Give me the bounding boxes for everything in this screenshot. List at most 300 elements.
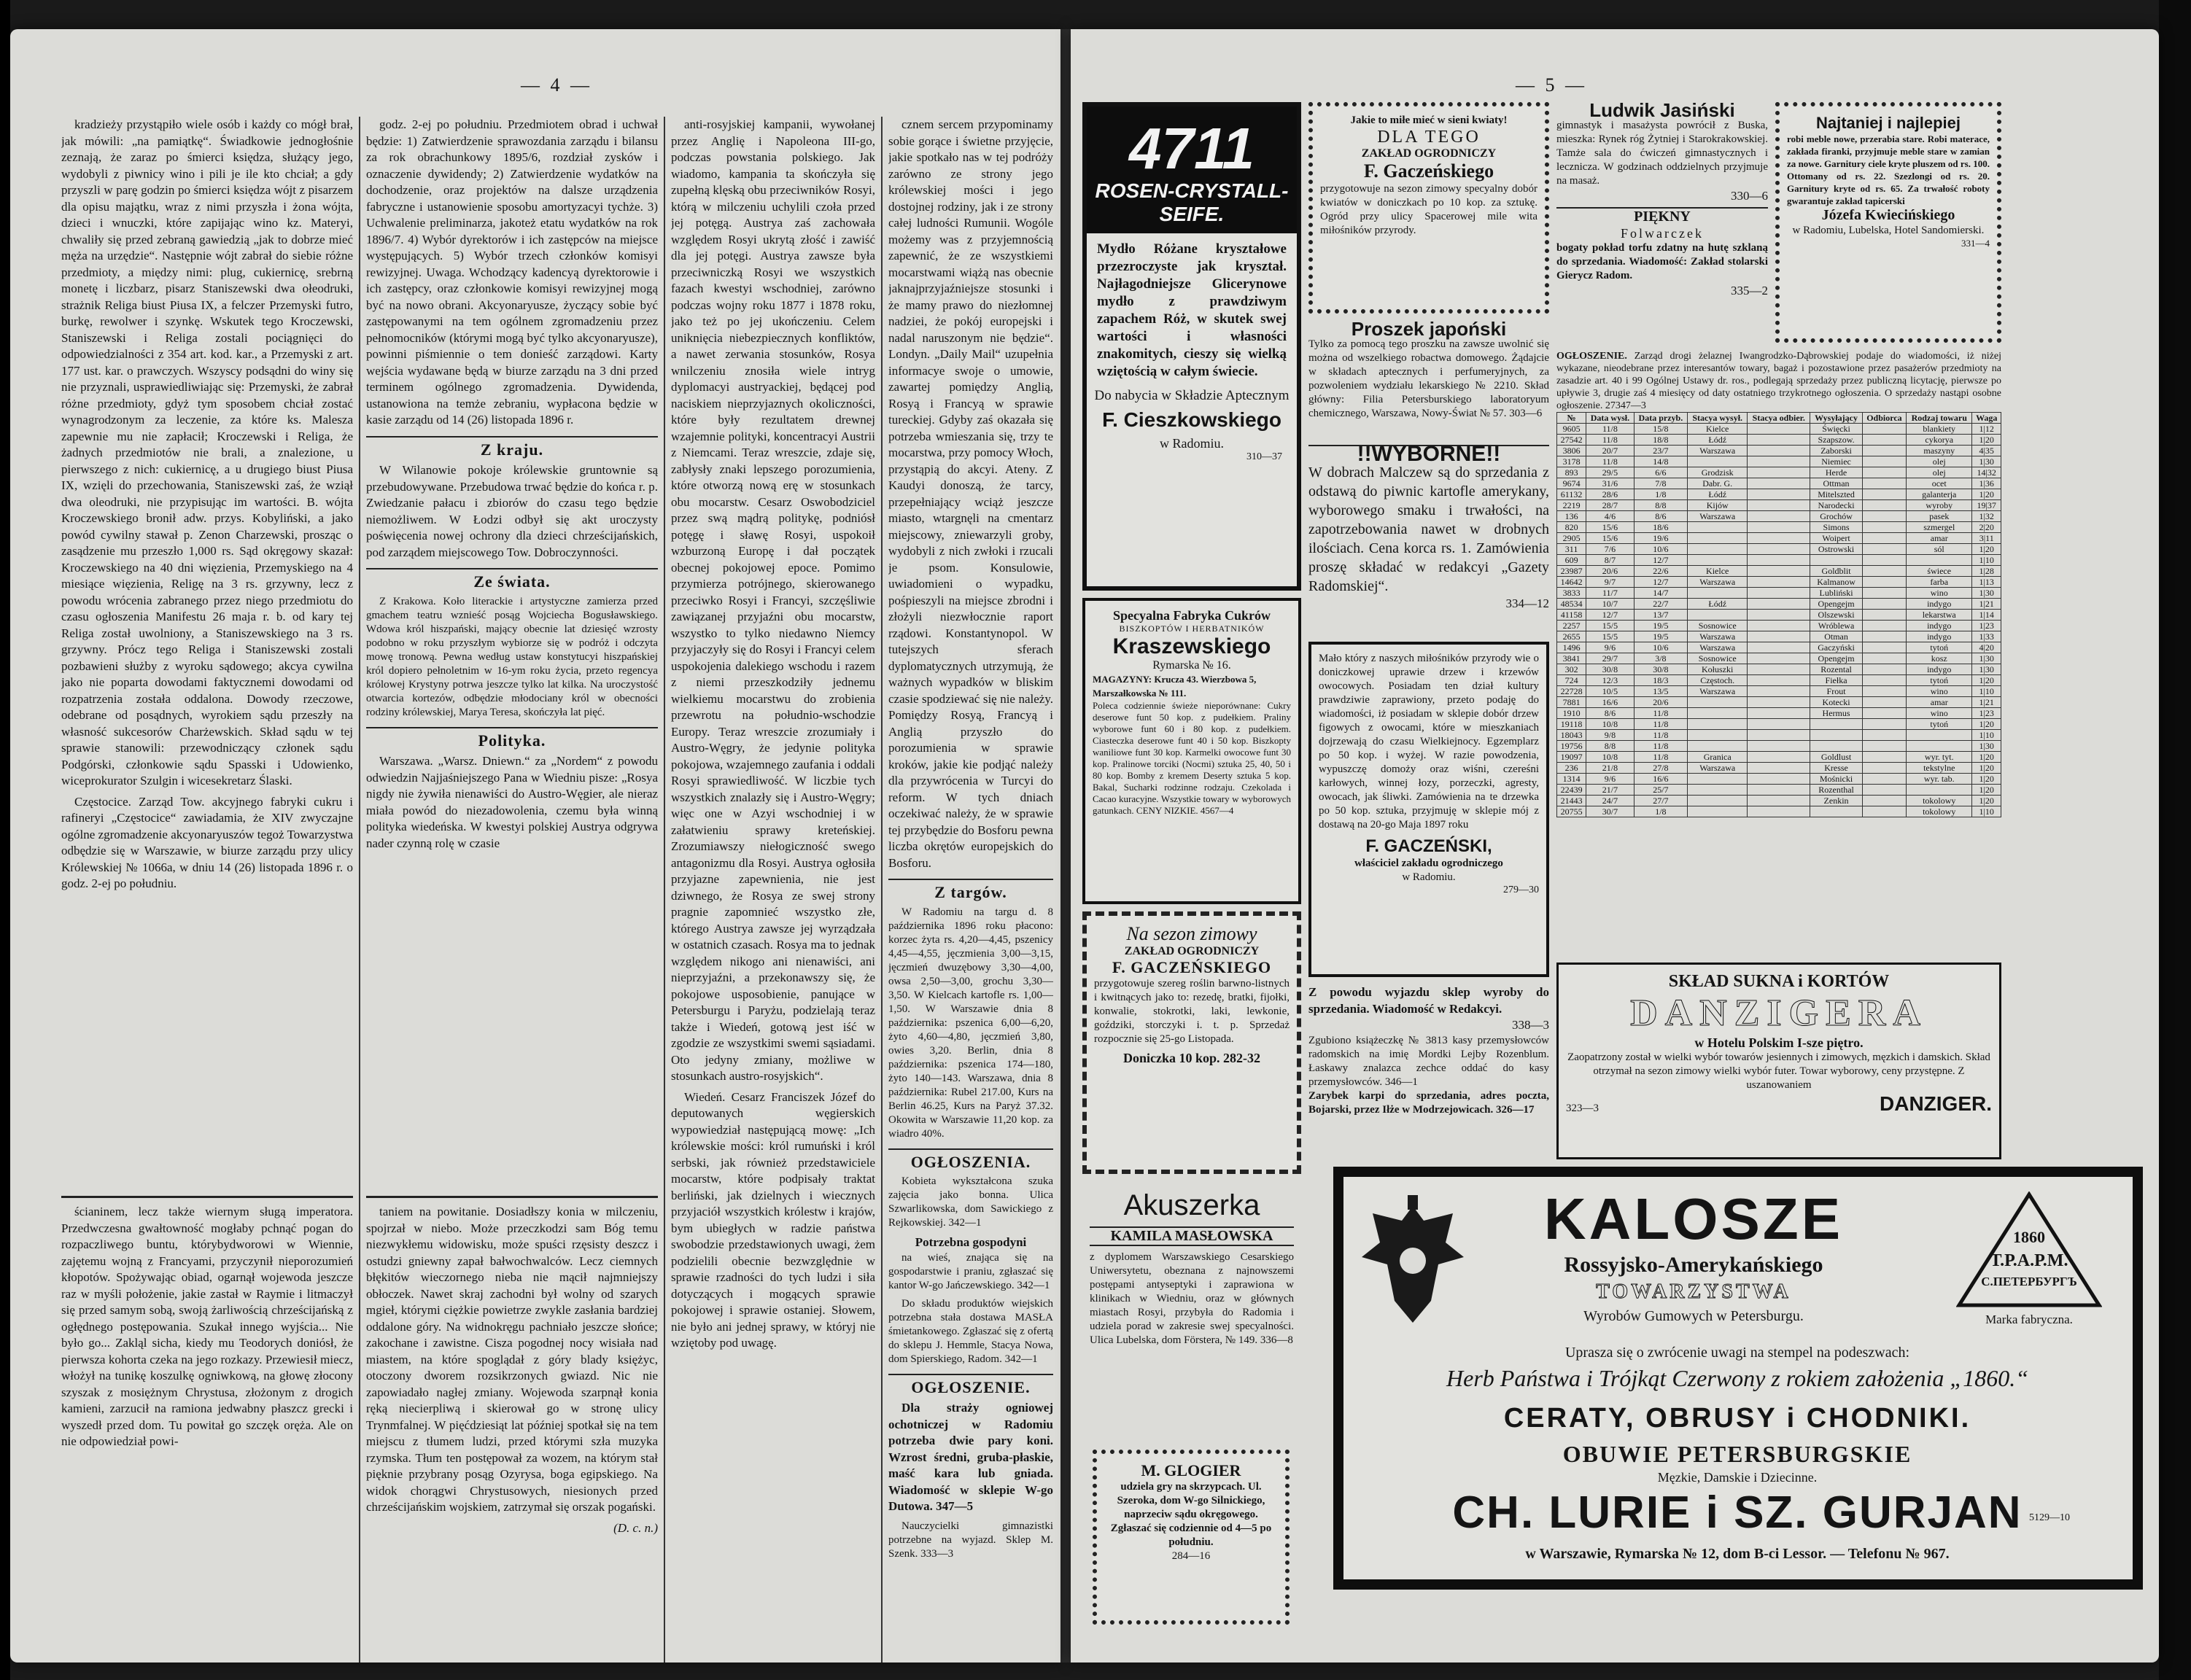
table-cell: 1|21 xyxy=(1972,599,2001,610)
newspaper-page-5 xyxy=(1071,29,2159,1662)
ad-carp: Zarybek karpi do sprzedania, adres poczta, Bojarski, przez Iłże w Modrzejowicach. 326—17 xyxy=(1308,1089,1549,1116)
ad-kwiecinski-body: robi meble nowe, przerabia stare. Robi materace, zakłada firanki, przyjmuje meble stare w zamian za nowe. Garnitury ciele kryte pluszem od rs. 100. Ottomany od rs. 22. Szezlongi od rs. 20. Garnitury kryte od rs. 65. Za trwałość roboty gwarantuje zakład tapicerski xyxy=(1787,133,1990,206)
table-cell xyxy=(1748,566,1810,577)
table-row xyxy=(1557,478,2001,489)
table-cell: Herde xyxy=(1810,467,1863,478)
table-cell xyxy=(1748,599,1810,610)
column-1-feuilleton xyxy=(61,1196,353,1662)
table-cell: lekarstwa xyxy=(1907,610,1972,621)
table-cell xyxy=(1748,489,1810,500)
table-cell: Rozental xyxy=(1810,664,1863,675)
table-cell: maszyny xyxy=(1907,446,1972,456)
table-cell: 14|32 xyxy=(1972,467,2001,478)
table-row xyxy=(1557,446,2001,456)
table-cell: 11/8 xyxy=(1634,752,1687,763)
ad-glogier-title: M. GLOGIER xyxy=(1141,1461,1241,1479)
table-cell xyxy=(1688,785,1748,796)
table-cell: 16/6 xyxy=(1634,774,1687,785)
table-cell xyxy=(1862,522,1906,533)
table-row xyxy=(1557,741,2001,752)
section-targi: W Radomiu na targu d. 8 października 1896 roku płacono: korzec żyta rs. 4,20—4,45, pszenicy 4,45—4,55, jęczmienia 3,00—3,15, jęczmień dwuzębowy 3,30—4,00, owsa 2,50—3,00, grochu 3,30—3,50. W Kielcach kartofle rs. 1,00—1,50. W Warszawie dnia 8 października: pszenica 6,00—6,20, żyto 4,60—4,80, jęczmień 3,80, owies 3,20. Berlin, dnia 8 października: pszenica 174—180, żyto 140—143. Warszawa, dnia 8 października: Rubel 217.00, Kurs na Berlin 46.25, Kurs na Paryż 37.32. Okowita w Warszawie 11,20 kop. za wiadro 40%. xyxy=(888,906,1053,1140)
ad-kraszewski-sugar-factory xyxy=(1082,598,1301,904)
table-cell: 18/3 xyxy=(1634,675,1687,686)
table-cell xyxy=(1862,511,1906,522)
table-cell xyxy=(1862,478,1906,489)
table-cell: Kalmanow xyxy=(1810,577,1863,588)
table-cell: 23/7 xyxy=(1634,446,1687,456)
table-cell: Opengejm xyxy=(1810,653,1863,664)
table-cell: 21/8 xyxy=(1586,763,1634,774)
table-cell: 1|20 xyxy=(1972,785,2001,796)
table-cell: Kołuszki xyxy=(1688,664,1748,675)
table-cell: Łódź xyxy=(1688,435,1748,446)
table-cell xyxy=(1688,544,1748,555)
ad-nauczycielki: Nauczycielki gimnazistki potrzebne na wyjazd. Sklep M. Szenk. 333—3 xyxy=(888,1520,1053,1560)
table-cell: 10/8 xyxy=(1586,719,1634,730)
table-row xyxy=(1557,544,2001,555)
ad-potatoes-title: !!WYBORNE!! xyxy=(1357,445,1501,466)
table-cell: 15/6 xyxy=(1586,522,1634,533)
ad-jasinski-code: 330—6 xyxy=(1731,188,1768,203)
feuilleton-part-1: ścianinem, lecz także wiernym sługą imperatora. Przedwczesna gwałtowność mogłaby pchnąć pogan do rozpaczliwego buntu, którybydworowi w Wiennie, zajętemu wojną z Francyami, przyczynił nieporozumień kłopotów. Spożywając obiad, ogarnął wojewoda jeszcze raz w myśli położenie, jakie zastał w Raymie i litmaczył się przed samym sobą, swoją żarliwością chrześcijańską z ogłędnego postępowania. Szukał innego wyjścia... Nie było go... Zakląl sicha, kiedy mu Teodorych doniósł, że pierwsza kohorta czeka na jego rozkazy. Przewiesił miecz, włożył na tunikę koszulkę ogniwkową, na głowę złocony szyszak z mosiężnym Chrystusa, złożonym z drogich kamieni, zarzucił na ramiona jedwabny płaszcz grecki i wyszedł przed dom. Tu powitał go szczęk oręża. Ale on nie odpowiedział powi- xyxy=(61,1205,353,1448)
ad-folwark-code: 335—2 xyxy=(1731,284,1768,298)
table-header-cell: Wysyłający xyxy=(1810,413,1863,424)
table-cell xyxy=(1810,741,1863,752)
ad-japanese-powder xyxy=(1308,321,1549,438)
table-cell xyxy=(1810,806,1863,817)
ad-kalosze-title: KALOSZE xyxy=(1543,1186,1844,1251)
ad-gospodyni: na wieś, znająca się na gospodarstwie i praniu, zgłaszać się kantor W-go Jańczewskiego. 342—1 xyxy=(888,1251,1053,1291)
ad-folwark-body: bogaty pokład torfu zdatny na hutę szklaną do sprzedania. Wiadomość: Zakład stolarski Gierycz Radom. xyxy=(1556,242,1768,281)
table-cell: Grochów xyxy=(1810,511,1863,522)
table-cell xyxy=(1862,664,1906,675)
table-cell: 7/6 xyxy=(1586,544,1634,555)
ad-kalosze-notice: Uprasza się o zwrócenie uwagi na stempel na podeszwach: xyxy=(1564,1345,1910,1361)
ad-kwiecinski-addr: w Radomiu, Lubelska, Hotel Sandomierski. xyxy=(1792,225,1985,236)
trademark-city: С.ПЕТЕРБУРГЪ xyxy=(1981,1275,2077,1288)
feuilleton-continued: (D. c. n.) xyxy=(613,1520,658,1535)
ad-4711-banner xyxy=(1087,106,1297,233)
table-cell: 1|28 xyxy=(1972,566,2001,577)
table-cell: 9/7 xyxy=(1586,577,1634,588)
table-cell: 8/6 xyxy=(1586,708,1634,719)
table-cell: 311 xyxy=(1557,544,1586,555)
table-cell: 1|14 xyxy=(1972,610,2001,621)
ad-4711-name: ROSEN-CRYSTALL-SEIFE. xyxy=(1095,179,1289,225)
table-cell: 20/6 xyxy=(1586,566,1634,577)
table-cell xyxy=(1688,774,1748,785)
table-cell: 820 xyxy=(1557,522,1586,533)
table-cell: 7/8 xyxy=(1634,478,1687,489)
table-cell: Narodecki xyxy=(1810,500,1863,511)
table-cell xyxy=(1748,796,1810,806)
table-cell: 12/7 xyxy=(1586,610,1634,621)
table-row xyxy=(1557,555,2001,566)
table-cell: Mośnicki xyxy=(1810,774,1863,785)
table-cell xyxy=(1748,719,1810,730)
table-cell: 24/7 xyxy=(1586,796,1634,806)
table-cell: 1/8 xyxy=(1634,806,1687,817)
table-cell: 3806 xyxy=(1557,446,1586,456)
table-cell: 22728 xyxy=(1557,686,1586,697)
table-cell: 12/7 xyxy=(1634,577,1687,588)
table-cell xyxy=(1688,588,1748,599)
table-cell: tokolowy xyxy=(1907,806,1972,817)
ad-kalosze-l7: Męzkie, Damskie i Dziecinne. xyxy=(1657,1470,1818,1485)
table-row xyxy=(1557,610,2001,621)
table-cell: pasek xyxy=(1907,511,1972,522)
table-cell: tokolowy xyxy=(1907,796,1972,806)
table-cell: Kotecki xyxy=(1810,697,1863,708)
table-cell xyxy=(1862,686,1906,697)
table-cell: 19756 xyxy=(1557,741,1586,752)
table-cell: 18043 xyxy=(1557,730,1586,741)
table-cell: 4|20 xyxy=(1972,642,2001,653)
table-row xyxy=(1557,467,2001,478)
ad-japanese-title: Proszek japoński xyxy=(1351,321,1507,340)
article-telegrams: cznem sercem przypominamy sobie gorące i świetne przyjęcie, jakie spotkało nas w tej podróży zarówno ze strony jego królewskiej mości i jego dostojnej rodziny, jak i ze strony całej ludności Rumunii. Wogóle możemy was z przyjemnością zapewnić, że ze wszystkiemi mocarstwami wiążą nas obecnie jaknajprzyjaźniejsze stosunki i że mamy prawo do niezłomnej nadziei, że pokój europejski i nadal naruszonym nie będzie“. Londyn. „Daily Mail“ uzupełnia informacye swoje o umowie, zawartej pomiędzy Anglią, Rosyą i Francyą w sprawie tureckiej. Gdyby zaś okazała się potrzeba wmieszania się, trzy te mocarstwa, przy pomocy Włoch, przystąpią do akcyi. Ateny. Z Kaudyi donoszą, że tarcy, przepełniający wciąż jeszcze miasto, wtargnęli na cmentarz miejscowy, zniewarzyli groby, wydobyli z nich zwłoki i rzucali je psom. Konsulowie, uwiadomieni o wypadku, pośpieszyli na miejsce zbrodni i złożyli niezwłocznie raport rządowi. Konstantynopol. W tutejszych sferach dyplomatycznych utrzymują, że ważnych wypadków w bliskim czasie spodziewać się nie należy. Pomiędzy Rosyą, Francyą i Anglią przyszło do porozumienia w sprawie kroków, jakie kie podjąć należy dla przywrócenia w Turcyi do reform. W tych dniach oczekiwać należy, że w sprawie tej przybędzie do Bosforu pewna liczba okrętów europejskich do Bosforu. xyxy=(888,117,1053,870)
table-cell xyxy=(1688,555,1748,566)
table-row xyxy=(1557,774,2001,785)
table-row xyxy=(1557,566,2001,577)
table-cell: Zenkin xyxy=(1810,796,1863,806)
table-cell xyxy=(1748,631,1810,642)
table-cell xyxy=(1862,719,1906,730)
table-cell: 15/6 xyxy=(1586,533,1634,544)
table-cell: 2257 xyxy=(1557,621,1586,631)
table-cell: 21/7 xyxy=(1586,785,1634,796)
table-row xyxy=(1557,785,2001,796)
ad-folwark-title: PIĘKNY xyxy=(1556,207,1768,225)
table-cell xyxy=(1862,566,1906,577)
table-cell xyxy=(1748,806,1810,817)
table-cell xyxy=(1748,653,1810,664)
ad-departure: Z powodu wyjazdu sklep wyroby do sprzedania. Wiadomość w Redakcyi. xyxy=(1308,985,1549,1016)
table-cell: 1|12 xyxy=(1972,424,2001,435)
table-cell: amar xyxy=(1907,533,1972,544)
ad-kalosze-galoshes xyxy=(1333,1167,2143,1590)
table-cell: 236 xyxy=(1557,763,1586,774)
ad-ogloszenie-title: OGŁOSZENIE. xyxy=(888,1374,1053,1396)
ad-kalosze-l6: OBUWIE PETERSBURGSKIE xyxy=(1562,1441,1912,1467)
table-header-row xyxy=(1557,413,2001,424)
table-cell: 19118 xyxy=(1557,719,1586,730)
table-cell: Hermus xyxy=(1810,708,1863,719)
table-cell xyxy=(1748,522,1810,533)
table-cell xyxy=(1810,730,1863,741)
ad-lost-book: Zgubiono książeczkę № 3813 kasy przemysłowców radomskich na imię Mordki Lejby Rozenblum. Łaskawy znalazca zechce oddać do kasy przemysłowców. 346—1 xyxy=(1308,1034,1549,1088)
table-cell xyxy=(1862,489,1906,500)
ad-railway-title: OGŁOSZENIE. xyxy=(1556,351,1627,362)
table-cell xyxy=(1748,785,1810,796)
table-row xyxy=(1557,500,2001,511)
ad-jasinski-name: Ludwik Jasiński xyxy=(1589,102,1735,121)
triangle-trademark-icon xyxy=(1956,1191,2102,1337)
table-cell: 20755 xyxy=(1557,806,1586,817)
ad-4711-seller: F. Cieszkowskiego xyxy=(1102,408,1281,431)
table-cell: sól xyxy=(1907,544,1972,555)
table-header-cell: Stacya odbier. xyxy=(1748,413,1810,424)
table-cell: 12/7 xyxy=(1634,555,1687,566)
ad-fig-name: F. GACZEŃSKI, xyxy=(1365,836,1492,856)
table-cell: Goldblit xyxy=(1810,566,1863,577)
table-cell xyxy=(1862,467,1906,478)
ad-midwife-title: Akuszerka xyxy=(1123,1189,1260,1221)
column-2-feuilleton xyxy=(366,1196,658,1662)
table-cell xyxy=(1862,631,1906,642)
table-cell xyxy=(1862,544,1906,555)
ad-danziger-body: Zaopatrzony został w wielki wybór towarów jesiennych i zimowych, męzkich i damskich. Skład otrzymał na sezon zimowy wielki wybór futer. Towar wyborowy, ceny przystępne. Z uszanowaniem xyxy=(1567,1051,1990,1091)
table-cell xyxy=(1748,686,1810,697)
table-cell: 8/7 xyxy=(1586,555,1634,566)
table-row xyxy=(1557,730,2001,741)
table-cell xyxy=(1907,785,1972,796)
table-cell: 28/7 xyxy=(1586,500,1634,511)
table-cell: Kielce xyxy=(1688,424,1748,435)
table-cell: świece xyxy=(1907,566,1972,577)
table-cell: 11/8 xyxy=(1586,456,1634,467)
table-cell: indygo xyxy=(1907,631,1972,642)
table-cell: Sosnowice xyxy=(1688,653,1748,664)
ad-gaczenski-body: przygotowuje na sezon zimowy specyalny dobór kwiatów w doniczkach po 10 kop. za sztukę. Ogród przy ulicy Spacerowej mile wita miłośników przyrody. xyxy=(1320,183,1537,236)
table-cell: 3|11 xyxy=(1972,533,2001,544)
table-row xyxy=(1557,577,2001,588)
table-cell: 18/6 xyxy=(1634,522,1687,533)
table-cell xyxy=(1907,741,1972,752)
table-row xyxy=(1557,653,2001,664)
table-cell: 2655 xyxy=(1557,631,1586,642)
table-cell: Rozenthal xyxy=(1810,785,1863,796)
trademark-year: 1860 xyxy=(2013,1228,2045,1246)
table-cell: Święcki xyxy=(1810,424,1863,435)
table-cell xyxy=(1862,785,1906,796)
column-1-top xyxy=(61,117,353,1189)
table-cell xyxy=(1862,500,1906,511)
ad-kraszewski-body: Poleca codziennie świeże nieporównane: Cukry deserowe funt 50 kop. z pudełkiem. Praliny wyborowe funt 60 i 80 kop. z pudełkiem. Ciasteczka deserowe funt 40 i 50 kop. Biszkopty waniliowe funt 30 kop. Karmelki owocowe funt 30 kop. Pralinowe torciki (Nocmi) sztuka 25, 40, 50 i 80 kop. Bomby z kremem Deserty sztuka 5 kop. Bakal, Sucharki rodzinne rodzaju. Czekolada i Cacao kuracyjne. Wszystkie towary w wyborowych gatunkach. CENY NIZKIE. 4567—4 xyxy=(1093,700,1291,816)
ad-danziger-code: 323—3 xyxy=(1566,1102,1599,1114)
table-cell: olej xyxy=(1907,456,1972,467)
table-cell: 30/8 xyxy=(1634,664,1687,675)
table-row xyxy=(1557,664,2001,675)
table-cell: 8/8 xyxy=(1634,500,1687,511)
article-zgromadzenie: godz. 2-ej po południu. Przedmiotem obrad i uchwał będzie: 1) Zatwierdzenie sprawozdania zarządu i bilansu za rok obrachunkowy 1895/6, rozdział zysków i oznaczenie dywidendy; 2) Zatwierdzenie wydatków na dochodzenie, oraz projektów na dalsze urządzenia fabryczne i ustanowienie sposobu amortyzacyi tychże. 3) Uchwalenie preliminarza, jakoteż etatu wydatków na rok 1896/7. 4) Wybór dyrektorów i ich zastępców na miejsce występujących. 5) Wybór trzech członków komisyi rewizyjnej. Uwaga. Wchodzący kadencyą dyrektorowie i ich zastępcy, oraz członkowie komisyi rewizyjnej mogą być na nowo obrani. Akcyonaryusze, życzący sobie być zastępowanymi na tem ogólnem zgromadzeniu przez pełnomocników (którymi mogą być tylko akcyonaryusze), powinni piśmiennie o tem donieść zarządowi. Karty wejścia wydawane będą w biurze zarządu na 3 dni przed terminem ogólnego zgromadzenia. Dywidenda, ustanowiona na temże zebraniu, wypłacona będzie w kasie zarządu od 14 (26) listopada 1896 r. xyxy=(366,117,658,427)
table-cell xyxy=(1862,446,1906,456)
section-ogloszenia-title: OGŁOSZENIA. xyxy=(888,1148,1053,1171)
table-cell: Frout xyxy=(1810,686,1863,697)
page-number: — 4 — xyxy=(521,74,592,96)
ad-gaczenski-top: Jakie to miłe mieć w sieni kwiaty! xyxy=(1350,114,1508,126)
ad-kraszewski-address: Rymarska № 16. xyxy=(1152,659,1231,672)
table-cell xyxy=(1748,577,1810,588)
table-cell xyxy=(1688,708,1748,719)
table-header-cell: Waga xyxy=(1972,413,2001,424)
table-cell: 11/8 xyxy=(1586,435,1634,446)
table-cell: 30/8 xyxy=(1586,664,1634,675)
table-cell: 1|20 xyxy=(1972,774,2001,785)
ad-jasinski xyxy=(1556,102,1768,306)
table-cell xyxy=(1748,708,1810,719)
ad-fig-trees xyxy=(1308,642,1549,977)
table-cell xyxy=(1748,675,1810,686)
table-cell: indygo xyxy=(1907,664,1972,675)
table-row xyxy=(1557,424,2001,435)
ad-4711-sale: Do nabycia w Składzie Aptecznym xyxy=(1094,388,1290,403)
ad-folwark-sub: Folwarczek xyxy=(1621,225,1704,241)
table-cell xyxy=(1862,752,1906,763)
table-cell xyxy=(1862,763,1906,774)
table-cell: 1|30 xyxy=(1972,456,2001,467)
table-cell xyxy=(1748,467,1810,478)
table-cell: Kijów xyxy=(1688,500,1748,511)
table-cell: 1|33 xyxy=(1972,631,2001,642)
ad-kraszewski-name: Kraszewskiego xyxy=(1112,634,1271,658)
table-row xyxy=(1557,675,2001,686)
ad-potatoes xyxy=(1308,445,1549,636)
ad-kalosze-addr: w Warszawie, Rymarska № 12, dom B-ci Lessor. — Telefonu № 967. xyxy=(1525,1546,1950,1562)
ad-kalosze-herb: Herb Państwa i Trójkąt Czerwony z rokiem założenia „1860.“ xyxy=(1446,1365,2028,1391)
table-cell xyxy=(1748,500,1810,511)
table-cell: 9605 xyxy=(1557,424,1586,435)
table-cell: indygo xyxy=(1907,621,1972,631)
section-z-kraju-title: Z kraju. xyxy=(366,436,658,459)
table-cell xyxy=(1862,730,1906,741)
ad-gaczenski-flowers xyxy=(1308,102,1549,314)
table-cell xyxy=(1748,478,1810,489)
table-row xyxy=(1557,642,2001,653)
table-row xyxy=(1557,456,2001,467)
table-cell: 1|36 xyxy=(1972,478,2001,489)
table-cell: 1|13 xyxy=(1972,577,2001,588)
table-cell: 10/6 xyxy=(1634,544,1687,555)
table-cell: 1496 xyxy=(1557,642,1586,653)
ad-danziger-top: SKŁAD SUKNA i KORTÓW xyxy=(1668,972,1890,991)
ad-danziger-addr: w Hotelu Polskim I-sze piętro. xyxy=(1694,1035,1864,1050)
table-cell xyxy=(1810,555,1863,566)
ad-4711-soap xyxy=(1082,102,1301,591)
table-cell xyxy=(1862,588,1906,599)
article-polityka-cont: anti-rosyjskiej kampanii, wywołanej przez Anglię i Napoleona III-go, podczas powstania polskiego. Jak wiadomo, kampania ta skończyła się zupełną klęską obu przeciwników Rosyi, którą w milczeniu uchylili czoła przed jej potęgą. Austrya zaś zachowała względem Rosyi ukrytą złość i zawiść dla jej potęgi. Austrya zawsze była przeciwniczką Rosyi we wszystkich fazach kwestyi wschodniej, zarówno podczas wojny roku 1877 i 1878 roku, jako też po jej ukończeniu. Celem uniknięcia niebezpiecznych konfliktów, a nawet zerwania stosunków, Rosya wnilczeniu znosiła wiele intryg dyplomacyi austryackiej, będącej pod naciskiem nieprzyjaznych okoliczności, które były rezultatem drewnej wzajemnie polityki, koncentracyi Austrii z Niemcami. Teraz wreszcie, zdaje się, zabłysły znaki lepszego porozumienia, które otworzą nową erę w stosunkach obu mocarstw. Cesarz Oswobodziciel przez swą mądrą politykę, podniósł potęgę i sławę Rosyi, uspokoił wzburzoną Europę i dał początek obecnej pokojowej epoce. Pomimo przymierza potrójnego, skierowanego przeciwko Rosyi i Francyi, szczęśliwie zawiązanej przyjaźni obu mocarstw, wszystko to tylko niedawno Niemcy przyjaczyły się do Rosyi i Francyi celem uspokojenia dalekiego wschodu i razem z niemi przeszkodziły jednemu wielkiemu mocarstwu do zrobienia przewrotu na południo-wschodzie Europy. Teraz wreszcie zrozumiały i Austro-Węgry, że jedynie polityka pokojowa, wzajemnego zaufania i oddali Rosyi sprawiedliwość. W liczbie tych wszystkich znalazły się i Austro-Węgry; więc one w Azyi wschodniej i w załatwieniu sprawy kreteńskiej. Zrozumiawszy niełogiczność swego antagonizmu dla Rosyi. Austrya ogłosiła przyjazne zapewnienia, nie jest dziwnego, że Rosya ze swej strony pragnie zapomnieć wszystko złe, którego Austrya zawsze jej wyrządzała w ostatnich czasach. Rosya ma to jednak względem nikogo ani nienawiści, ani nieprzyjaźni, a przekonawszy się, że pokojowe usposobienie, panujące w Petersburgu i Paryżu, podzielają teraz także i Wiedeń, gotową jest iść w zgodzie ze wszystkimi swemi sąsiadami. Oto jedyny zmiany, możliwe w stosunkach austro-rosyjskich“. xyxy=(671,117,875,1083)
table-cell xyxy=(1862,774,1906,785)
table-cell xyxy=(1862,456,1906,467)
ad-kraszewski-title: Specyalna Fabryka Cukrów xyxy=(1112,608,1271,623)
table-cell: 18/8 xyxy=(1634,435,1687,446)
ad-midwife-name: KAMILA MASŁOWSKA xyxy=(1090,1226,1294,1246)
ads-small xyxy=(1308,984,1549,1167)
table-cell xyxy=(1688,806,1748,817)
table-cell xyxy=(1862,697,1906,708)
table-row xyxy=(1557,752,2001,763)
table-cell: wino xyxy=(1907,708,1972,719)
ad-4711-body: Mydło Różane kryształowe przezroczyste jak kryształ. Najłagodniejsze Glicerynowe mydło z prawdziwym zapachem Róż, w skutek swej wartości i własności znakomitych, cieszy się wielką wziętością w całym świecie. xyxy=(1097,241,1287,379)
column-2-top xyxy=(366,117,658,1189)
table-cell: galanterja xyxy=(1907,489,1972,500)
table-cell: 10/7 xyxy=(1586,599,1634,610)
table-cell xyxy=(1862,675,1906,686)
table-cell: 27/8 xyxy=(1634,763,1687,774)
table-cell: tekstylne xyxy=(1907,763,1972,774)
table-cell: Warszawa xyxy=(1688,763,1748,774)
ad-kalosze-dealer: CH. LURIE i SZ. GURJAN xyxy=(1452,1488,2023,1538)
table-cell xyxy=(1748,435,1810,446)
table-cell: 3178 xyxy=(1557,456,1586,467)
table-cell: Mitelszted xyxy=(1810,489,1863,500)
table-cell xyxy=(1748,642,1810,653)
ad-japanese-body: Tylko za pomocą tego proszku na zawsze uwolnić się można od wszelkiego robactwa domowego. Żądajcie w składach aptecznych i perfumeryjnych, za pozwoleniem wydziału lekarskiego № 2210. Skład główny: Filia Petersburskiego laboratoryum chemicznego, Warszawa, Nowy-Świat № 57. 303—6 xyxy=(1308,338,1549,419)
table-cell: kosz xyxy=(1907,653,1972,664)
table-row xyxy=(1557,796,2001,806)
table-cell: 19|37 xyxy=(1972,500,2001,511)
table-header-cell: Rodzaj towaru xyxy=(1907,413,1972,424)
ad-jasinski-body: gimnastyk i masażysta powrócił z Buska, mieszka: Rynek róg Żytniej i Starokrakowskiej. Tamże sala do ćwiczeń gimnastycznych i lecznicza. W godzinach oddzielnych przyjmuje na masaż. xyxy=(1556,119,1768,187)
table-cell: olej xyxy=(1907,467,1972,478)
ad-kwiecinski-furniture xyxy=(1775,102,2001,343)
ad-glogier-violin xyxy=(1093,1450,1290,1625)
table-cell: 13/7 xyxy=(1634,610,1687,621)
table-cell: 29/5 xyxy=(1586,467,1634,478)
table-cell xyxy=(1688,730,1748,741)
table-cell: cykorya xyxy=(1907,435,1972,446)
table-cell: 14/8 xyxy=(1634,456,1687,467)
table-cell: 22439 xyxy=(1557,785,1586,796)
table-cell: 19097 xyxy=(1557,752,1586,763)
table-cell: 10/6 xyxy=(1634,642,1687,653)
table-cell xyxy=(1748,456,1810,467)
table-cell: 9/6 xyxy=(1586,642,1634,653)
table-cell: blankiety xyxy=(1907,424,1972,435)
table-cell xyxy=(1862,806,1906,817)
ad-straz: Dla straży ogniowej ochotniczej w Radomiu potrzeba dwie pary koni. Wzrost średni, gruba-płaskie, maść kara lub gniada. Wiadomość w sklepie W-go Dutowa. 347—5 xyxy=(888,1401,1053,1513)
table-cell: 1|10 xyxy=(1972,686,2001,697)
table-cell xyxy=(1748,730,1810,741)
ad-fig-body: Mało który z naszych miłośników przyrody wie o doniczkowej uprawie drzew i krzewów owocowych. Posiadam ten dział kultury prawdziwie zaprawiony, przeto podaję do wiadomości, iż posiadam w sklepie dobór drzew figowych z owocami, które w mieszkaniach dojrzewają do czasu Wielkiejnocy. Egzemplarz po 50 kop. i wyżej. W razie powodzenia, wypuszczę domoży oraz wiśni, czereśni karłowych, winnej łozy, porzeczki, agresty, owocach, jak śliwki. Zamówienia na te drzewka po 50 kop. sztuka, przyjmuję w sklepie mój z dostawą na 20-go Maja 1897 roku xyxy=(1319,653,1539,831)
table-cell: tytoń xyxy=(1907,675,1972,686)
table-cell: 136 xyxy=(1557,511,1586,522)
section-targi-title: Z targów. xyxy=(888,879,1053,901)
ad-kraszewski-subtitle: BISZKOPTÓW I HERBATNIKÓW xyxy=(1119,623,1265,634)
ad-kalosze-l4: Wyrobów Gumowych w Petersburgu. xyxy=(1583,1308,1804,1324)
table-row xyxy=(1557,719,2001,730)
table-cell xyxy=(1862,653,1906,664)
feuilleton-part-2: taniem na powitanie. Dosiadłszy konia w milczeniu, spojrzał w niebo. Może przeczkodzi sam Bóg temu niezwykłemu widowisku, może spuści rzęsisty deszcz i ostudzi gniewny zapał bałwochwalców. Lecz ciemnych błękitów wieczornego nieba nie mącił najmniejszy obłoczek. Nawet skraj zachodni był wolny od szarych mgieł, którymi ciężkie powietrze zwykle zasłania bardziej oddalone góry. Na widnokręgu pachniało jeszcze słońce; zakochane i zawistne. Cisza pogodnej nocy wisiała nad miastem, na które spoglądał z góry blady księżyc, otoczony dworem rozsikrzonych gwiazd. Nic nie zapowiadało nagłej zmiany. Wojewoda szarpnął konia ręką niecierpliwą i skierował go w stronę ulicy Trynmfalnej. W pięćdziesiąt lat później spotkał się na tem miejscu z tłumem ludzi, przed którymi szła muzyka rzymska. Tłum ten postępował za wozem, na którym stał pięknie przybrany posąg Ozyrysa, boga egipskiego. Na widok chorągwi Chrystusowych, niesionych przed chrześcijańskim wojskiem, zatrzymał się orszak pogański. xyxy=(366,1205,658,1514)
table-cell xyxy=(1862,642,1906,653)
table-cell: 1|20 xyxy=(1972,675,2001,686)
table-row xyxy=(1557,489,2001,500)
ad-midwife xyxy=(1082,1181,1301,1444)
table-header-cell: Odbiorca xyxy=(1862,413,1906,424)
table-cell: 1|20 xyxy=(1972,544,2001,555)
table-cell xyxy=(1862,610,1906,621)
ad-gaczenski-name: F. Gaczeńskiego xyxy=(1363,160,1494,182)
table-row xyxy=(1557,697,2001,708)
table-cell xyxy=(1862,796,1906,806)
table-cell: Warszawa xyxy=(1688,511,1748,522)
table-cell: Otman xyxy=(1810,631,1863,642)
table-cell: 61132 xyxy=(1557,489,1586,500)
table-cell: 11/8 xyxy=(1634,719,1687,730)
article-kradziez: kradzieży przystąpiło wiele osób i każdy co mógł brał, jak mówili: „na pamiątkę“. Świadkowie jednogłośnie zeznają, że zaraz po śmierci księdza, służący jego, wydobyli z piwnicy wino i pili je ile kto chciał; a gdy przyszli w parę godzin po śmierci księdza wójt z pisarzem dla opisu majątku, wraz z nimi przyszła i żona wójta, dzieci i wnuczki, które zapijając wino kz. Materyi, chwaliły się przed zebraną gawiedzią „jak to dobrze mieć męża na urzędzie“. Następnie wójt zabrał do siebie różne przedmioty, a między nimi: plug, cukiernicę, srebrną monetę i liczbarz, pisarz Staniszewski dwa ołeodruki, strażnik Religa biust Piusa IX, a felczer Przemyski futro, burkę, rewolwer i szynkę. Wskutek tego Kroczewski, Staniszewski i Religa zostali pociągnięci do odpowiedzialności z 354 art. kod. kar., a Przemyski z art. 177 ust. kar. o prawczych. Wszyscy podsądni do winy się nie przyznali, usprawiedliwiając się: Przemyski, że zabrał różne przedmioty, gdyż tym sposobem chciał zostać wynagrodzonym za leczenie, za które ks. Malesza zapewnie mu nie zapłacił; Kroczewski i Religa, że żadnych przedmiotów nie brali, a znalezione, u pierwszego z nich: cukiernicę, a u drugiego biust Piusa IX, wzięli do przechowania, Staniszewski zaś, że wziął dwa oleodruki, nie przypisując im wartości. B. wójta Kroczewskiego bronił adw. przys. Kobyliński, a jako powód cywilny stawał p. Zenon Charzewski, prosząc o zasądzenie mu przeszło 1,000 rs. Sąd okręgowy skazał: Kroczewskiego na 40 dni więzienia, Przemyskiego na 4 miesiące więzienia, Religę na 3 rs. grzywny, lecz z powodu wrócenia zabranego przez niego przedmiotu do czasu ogłoszenia Manifestu 26 maja r. b. od kary tej Religa został uwolniony, a Staniszewskiego na 3 rs. grzywny. Prócz tego Religa i Staniszewski zostali pozbawieni służby z wyroku sądowego; akcya cywilna jako nie poparta dowodami faktycznemi dowodami od rozpatrzenia została oddalona. Dowody rzeczowe, odebrane od posądnych, wyrokiem sądu przeszły na własność sukcesorów Charżewskich. Skład sądu w tej sprawie stanowili: przewodniczący członek sądu Podgórski, członkowie sądu Spasski i Udowienko, wiceprokurator Szulgin i wicesekretarz Ślaski. xyxy=(61,117,353,788)
table-row xyxy=(1557,511,2001,522)
table-cell xyxy=(1862,435,1906,446)
table-cell: Częstoch. xyxy=(1688,675,1748,686)
table-row xyxy=(1557,588,2001,599)
table-cell xyxy=(1862,533,1906,544)
table-cell: Warszawa xyxy=(1688,642,1748,653)
section-ze-swiata-title: Ze świata. xyxy=(366,568,658,591)
table-cell: Szapszow. xyxy=(1810,435,1863,446)
table-cell: 4/6 xyxy=(1586,511,1634,522)
table-cell: Zaborski xyxy=(1810,446,1863,456)
table-header-cell: Data przyb. xyxy=(1634,413,1687,424)
